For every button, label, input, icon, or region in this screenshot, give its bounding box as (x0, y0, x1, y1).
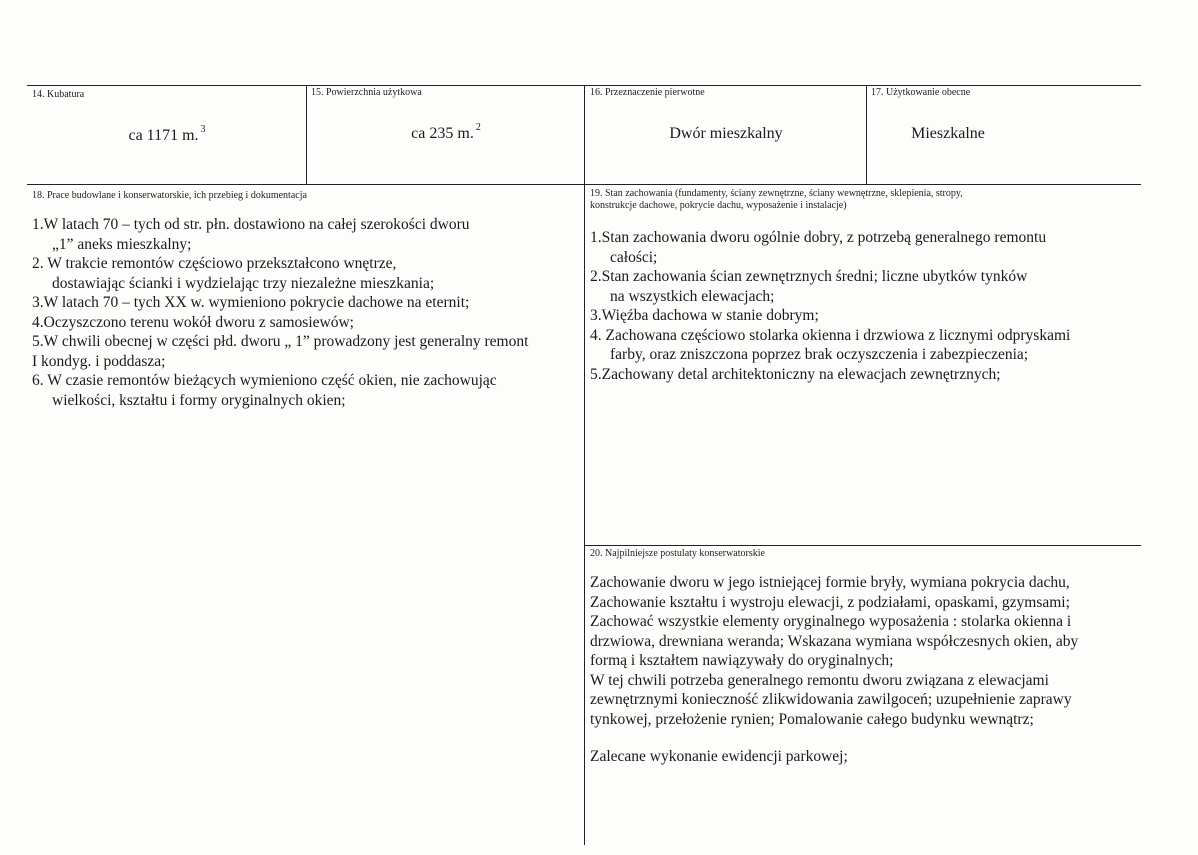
section-20-line: tynkowej, przełożenie rynien; Pomalowanie całego budynku wewnątrz; (590, 710, 1034, 728)
section-20-line: Zachowanie kształtu i wystroju elewacji, z podziałami, opaskami, gzymsami; (590, 593, 1070, 611)
section-19-item (590, 365, 1070, 385)
section-19-label-line2: konstrukcje dachowe, pokrycie dachu, wyposażenie i instalacje) (590, 200, 847, 211)
field-17-value: Mieszkalne (911, 125, 985, 142)
item-line-cont: całości; (610, 248, 658, 266)
section-20-line: W tej chwili potrzeba generalnego remontu dworu związana z elewacjami (590, 671, 1049, 689)
section-20-line: Zachowanie dworu w jego istniejącej formie bryły, wymiana pokrycia dachu, (590, 574, 1070, 591)
item-line-cont: na wszystkich elewacjach; (610, 287, 775, 305)
section-20-label: 20. Najpilniejsze postulaty konserwatorskie (590, 548, 765, 559)
section-18-item (32, 254, 528, 293)
section-18-item (32, 332, 528, 371)
field-15-sup: 2 (475, 122, 481, 133)
section-19-item (590, 228, 1070, 267)
item-line: 3.Więźba dachowa w stanie dobrym; (590, 307, 819, 324)
section-20-body (590, 573, 1078, 729)
item-line: 6. W czasie remontów bieżących wymieniono część okien, nie zachowując (32, 372, 497, 389)
field-15-label: 15. Powierzchnia użytkowa (311, 87, 422, 98)
item-line: 5.Zachowany detal architektoniczny na elewacjach zewnętrznych; (590, 365, 1001, 383)
item-line: 3.W latach 70 – tych XX w. wymieniono pokrycie dachowe na eternit; (32, 294, 470, 311)
field-15-value-text: ca 235 m. (411, 125, 474, 142)
item-line-cont: „1” aneks mieszkalny; (52, 235, 192, 253)
section-18-label: 18. Prace budowlane i konserwatorskie, ich przebieg i dokumentacja (32, 190, 307, 201)
item-line: 1.W latach 70 – tych od str. płn. dostawiono na całej szerokości dworu (32, 216, 470, 233)
item-line: 4. Zachowana częściowo stolarka okienna i drzwiowa z licznymi odpryskami (590, 326, 1071, 344)
section-19-list (590, 228, 1070, 384)
section-19-label-line1: 19. Stan zachowania (fundamenty, ściany zewnętrzne, ściany wewnętrzne, sklepienia, stropy, (590, 188, 963, 199)
item-line-cont: I kondyg. i poddasza; (32, 352, 166, 370)
item-line-cont: dostawiając ścianki i wydzielając trzy niezależne mieszkania; (52, 274, 435, 292)
section-18-item (32, 215, 528, 254)
field-14-sup: 3 (200, 124, 206, 135)
item-line: 5.W chwili obecnej w części płd. dworu „ 1” prowadzony jest generalny remont (32, 333, 529, 350)
section-18-item (32, 371, 528, 410)
section-18-list (32, 215, 528, 410)
section-20-last-line: Zalecane wykonanie ewidencji parkowej; (590, 748, 848, 765)
section-19-item (590, 326, 1070, 365)
section-19-item (590, 267, 1070, 306)
section20-top-border (584, 545, 1141, 546)
item-line-cont: wielkości, kształtu i formy oryginalnych okien; (52, 391, 346, 409)
section-20-line: zewnętrznymi konieczność zlikwidowania zawilgoceń; uzupełnienie zaprawy (590, 691, 1072, 708)
field-14-value (32, 124, 302, 145)
field-14-label: 14. Kubatura (32, 89, 85, 100)
field-14-value-text: ca 1171 m. (128, 127, 199, 144)
section-18-item (32, 293, 528, 313)
section-20-line: formą i kształtem nawiązywały do oryginalnych; (590, 652, 894, 669)
col-divider-3 (866, 85, 867, 184)
item-line: 2.Stan zachowania ścian zewnętrznych średni; liczne ubytków tynków (590, 268, 1028, 285)
section-18-item (32, 313, 528, 333)
field-16-value: Dwór mieszkalny (669, 125, 783, 142)
section-19-item (590, 306, 1070, 326)
item-line: 1.Stan zachowania dworu ogólnie dobry, z potrzebą generalnego remontu (590, 229, 1047, 246)
field-16-label: 16. Przeznaczenie pierwotne (590, 87, 705, 98)
col-divider-2 (584, 85, 585, 845)
item-line: 4.Oczyszczono terenu wokół dworu z samosiewów; (32, 313, 354, 331)
section-20-line: Zachować wszystkie elementy oryginalnego wyposażenia : stolarka okienna i (590, 613, 1072, 630)
item-line-cont: farby, oraz zniszczona poprzez brak oczyszczenia i zabezpieczenia; (610, 346, 1029, 363)
field-17-label: 17. Użytkowanie obecne (871, 87, 971, 98)
col-divider-1 (306, 85, 307, 184)
section-20-line: drzwiowa, drewniana weranda; Wskazana wymiana współczesnych okien, aby (590, 632, 1079, 650)
item-line: 2. W trakcie remontów częściowo przekształcono wnętrze, (32, 255, 397, 272)
field-15-value (310, 122, 582, 143)
